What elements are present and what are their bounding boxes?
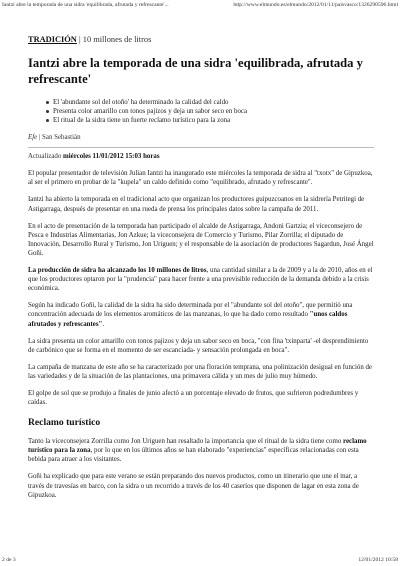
paragraph-2: Iantzi ha abierto la temporada en el tradicional acto que organizan los productores guipuzcoanos en la sidrería Petritegi de Astigarraga, después de presentar en una rueda de prensa los principales datos sobre la campaña de 2011. bbox=[28, 196, 365, 213]
divider bbox=[28, 147, 374, 148]
print-header-url: http://www.elmundo.es/elmundo/2012/01/11/paisvasco/1326290596.html bbox=[233, 2, 398, 8]
summary-bullet: El ritual de la sidra tiene un fuerte reclamo turístico para la zona bbox=[46, 116, 374, 125]
print-header-title: Iantzi abre la temporada de una sidra 'equilibrada, afrutada y refrescante'... bbox=[2, 2, 169, 8]
paragraph-9-end: , por lo que en los últimos años se han elaborado "experiencias" específicas relacionadas con esta bebida para atraer a los visitantes. bbox=[28, 447, 359, 464]
byline-location: San Sebastián bbox=[42, 134, 81, 142]
paragraph-4 bbox=[28, 266, 374, 293]
paragraph-7: La campaña de manzana de este año se ha caracterizado por una floración temprana, una polinización desigual en función de las variedades y de la situación de las plantaciones, una primavera cálida y un mes de julio muy húmedo. bbox=[28, 363, 372, 380]
byline-agency: Efe bbox=[28, 134, 38, 142]
summary-bullets bbox=[46, 98, 374, 125]
section-line bbox=[28, 34, 374, 45]
paragraph-4-bold: La producción de sidra ha alcanzado los 10 millones de litros bbox=[28, 267, 207, 275]
paragraph-5 bbox=[28, 301, 374, 328]
print-header bbox=[2, 1, 398, 9]
byline bbox=[28, 133, 374, 142]
summary-bullet: El 'abundante sol del otoño' ha determinado la calidad del caldo bbox=[46, 98, 374, 107]
paragraph-9-bold: reclamo turístico para la zona bbox=[28, 438, 367, 455]
byline-separator: | bbox=[38, 134, 41, 142]
paragraph-3: En el acto de presentación de la temporada han participado el alcalde de Astigarraga, Andoni Gartzia; el viceconsejero de Pesca e Industrias Alimentarias, Jon Azkue; la viceconsejera de Comercio y Turismo, Pilar Zorrilla; el diputado de Innovación, Desarrollo Rural y Turismo, Jon Uriguen; y el responsable de la asociación de productores Sagardun, José Ángel Goñi. bbox=[28, 222, 374, 257]
paragraph-4-rest: , una cantidad similar a la de 2009 y a la de 2010, años en el que los productores optaron por la "prudencia" para hacer frente a una previsible reducción de la demanda debido a la crisis económica. bbox=[28, 267, 373, 293]
paragraph-9 bbox=[28, 437, 374, 464]
paragraph-5-bold: "unos caldos afrutados y refrescantes" bbox=[28, 311, 348, 328]
paragraph-1: El popular presentador de televisión Julian Iantzi ha inaugurado este miércoles la temporada de sidra al "txotx" de Gipuzkoa, al ser el primero en probar de la "kupela" un caldo definido como "equilibrado, afrutado y refrescante". bbox=[28, 170, 373, 187]
subheading: Reclamo turístico bbox=[28, 417, 101, 429]
updated-label: Actualizado bbox=[28, 153, 62, 161]
paragraph-8: El golpe de sol que se produjo a finales de junio afectó a un porcentaje elevado de frutos, que sufrieron podredumbres y caídas. bbox=[28, 389, 359, 407]
summary-bullet: Presenta color amarillo con tonos pajizos y deja un sabor seco en boca bbox=[46, 107, 374, 116]
article bbox=[28, 34, 374, 500]
section-separator: | bbox=[78, 35, 81, 44]
paragraph-6: La sidra presenta un color amarillo con tonos pajizos y deja un sabor seco en boca, "con fina 'txinparta' -el desprendimiento de carbónico que se forma en el momento de ser escanciada- y sensación prolongada en boca". bbox=[28, 337, 369, 354]
print-footer bbox=[2, 556, 398, 564]
paragraph-10: Goñi ha explicado que para este verano se están preparando dos nuevos productos, como un itinerario que une el mar, a través de travesías en barco, con la sidra o un recorrido a través de los 40 caseríos que disponen de lagar en esta zona de Gipuzkoa. bbox=[28, 473, 359, 499]
section-subtitle: 10 millones de litros bbox=[82, 35, 152, 44]
paragraph-9-start: Tanto la viceconsejera Zorrilla como Jon Uriguen han resaltado la importancia que el ritual de la sidra tiene como bbox=[28, 438, 344, 446]
page-number: 2 de 3 bbox=[2, 557, 16, 563]
paragraph-5-end: . bbox=[102, 320, 105, 328]
paragraph-5-start: Según ha indicado Goñi, la calidad de la sidra ha sido determinada por el "abundante sol del otoño", que permitió una concentración adecuada de los elementos aromáticos de las manzanas, lo que ha dado como resultado bbox=[28, 302, 353, 319]
article-headline: Iantzi abre la temporada de una sidra 'equilibrada, afrutada y refrescante' bbox=[28, 56, 363, 86]
section-link[interactable]: TRADICIÓN bbox=[28, 35, 77, 44]
updated-datetime: miércoles 11/01/2012 15:03 horas bbox=[63, 153, 160, 161]
print-datetime: 12/01/2012 10:58 bbox=[358, 557, 398, 563]
updated-line bbox=[28, 152, 374, 161]
